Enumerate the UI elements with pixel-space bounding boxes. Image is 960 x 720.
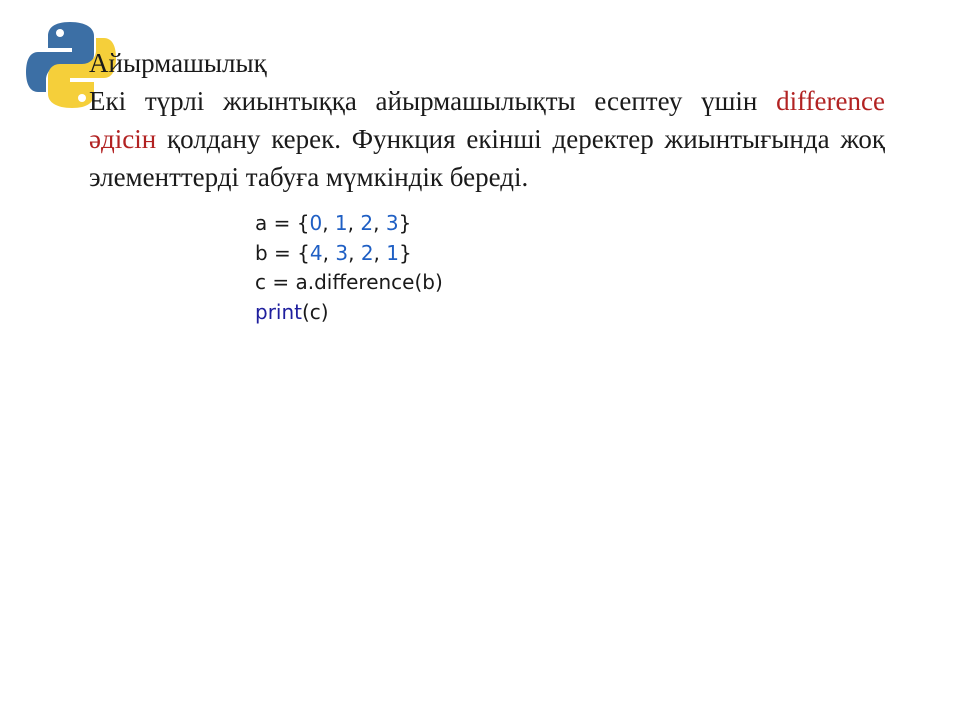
slide-content (89, 44, 885, 196)
slide-paragraph (89, 82, 885, 196)
code-block (255, 209, 443, 327)
code-line-1: a = {0, 1, 2, 3} (255, 211, 412, 235)
paragraph-highlight: difference әдісін (89, 86, 885, 154)
code-line-3: c = a.difference(b) (255, 270, 443, 294)
slide-title: Айырмашылық (89, 48, 267, 78)
paragraph-text-end: қолдану керек. Функция екінші деректер жиынтығында жоқ элементтерді табуға мүмкіндік береді. (89, 124, 885, 192)
code-line-2: b = {4, 3, 2, 1} (255, 240, 412, 265)
paragraph-text-start: Екі түрлі жиынтыққа айырмашылықты есептеу үшін (89, 86, 777, 116)
code-line-4: print(c) (255, 299, 329, 324)
